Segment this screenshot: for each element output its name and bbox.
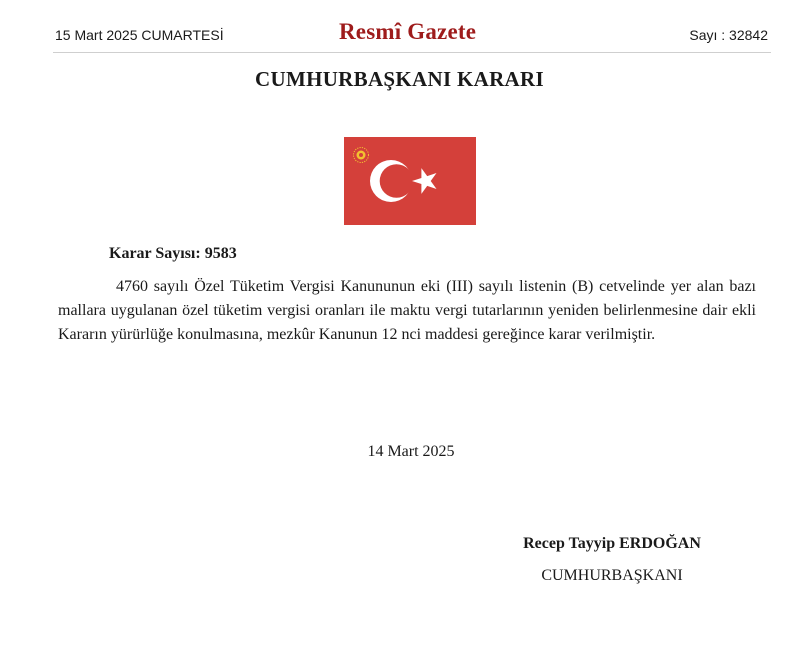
gazette-title: Resmî Gazete: [339, 19, 477, 44]
header-date: 15 Mart 2025 CUMARTESİ: [55, 27, 224, 43]
decision-body-text: 4760 sayılı Özel Tüketim Vergisi Kanununun eki (III) sayılı listenin (B) cetvelinde yer alan bazı mallara uygulanan özel tüketim vergisi oranları ile maktu vergi tutarlarının yeniden belirlenmesine dair ekli Kararın yürürlüğe konulmasına, mezkûr Kanunun 12 nci maddesi gereğince karar verilmiştir.: [58, 278, 756, 343]
signer-title: CUMHURBAŞKANI: [541, 567, 683, 584]
signer-name: Recep Tayyip ERDOĞAN: [523, 535, 701, 552]
document-title: CUMHURBAŞKANI KARARI: [255, 67, 544, 91]
turkish-flag-icon: [344, 137, 476, 225]
issue-number: Sayı : 32842: [689, 27, 768, 43]
gazette-header: [53, 18, 771, 53]
decision-date: 14 Mart 2025: [367, 443, 455, 460]
decision-number: Karar Sayısı: 9583: [109, 245, 237, 262]
